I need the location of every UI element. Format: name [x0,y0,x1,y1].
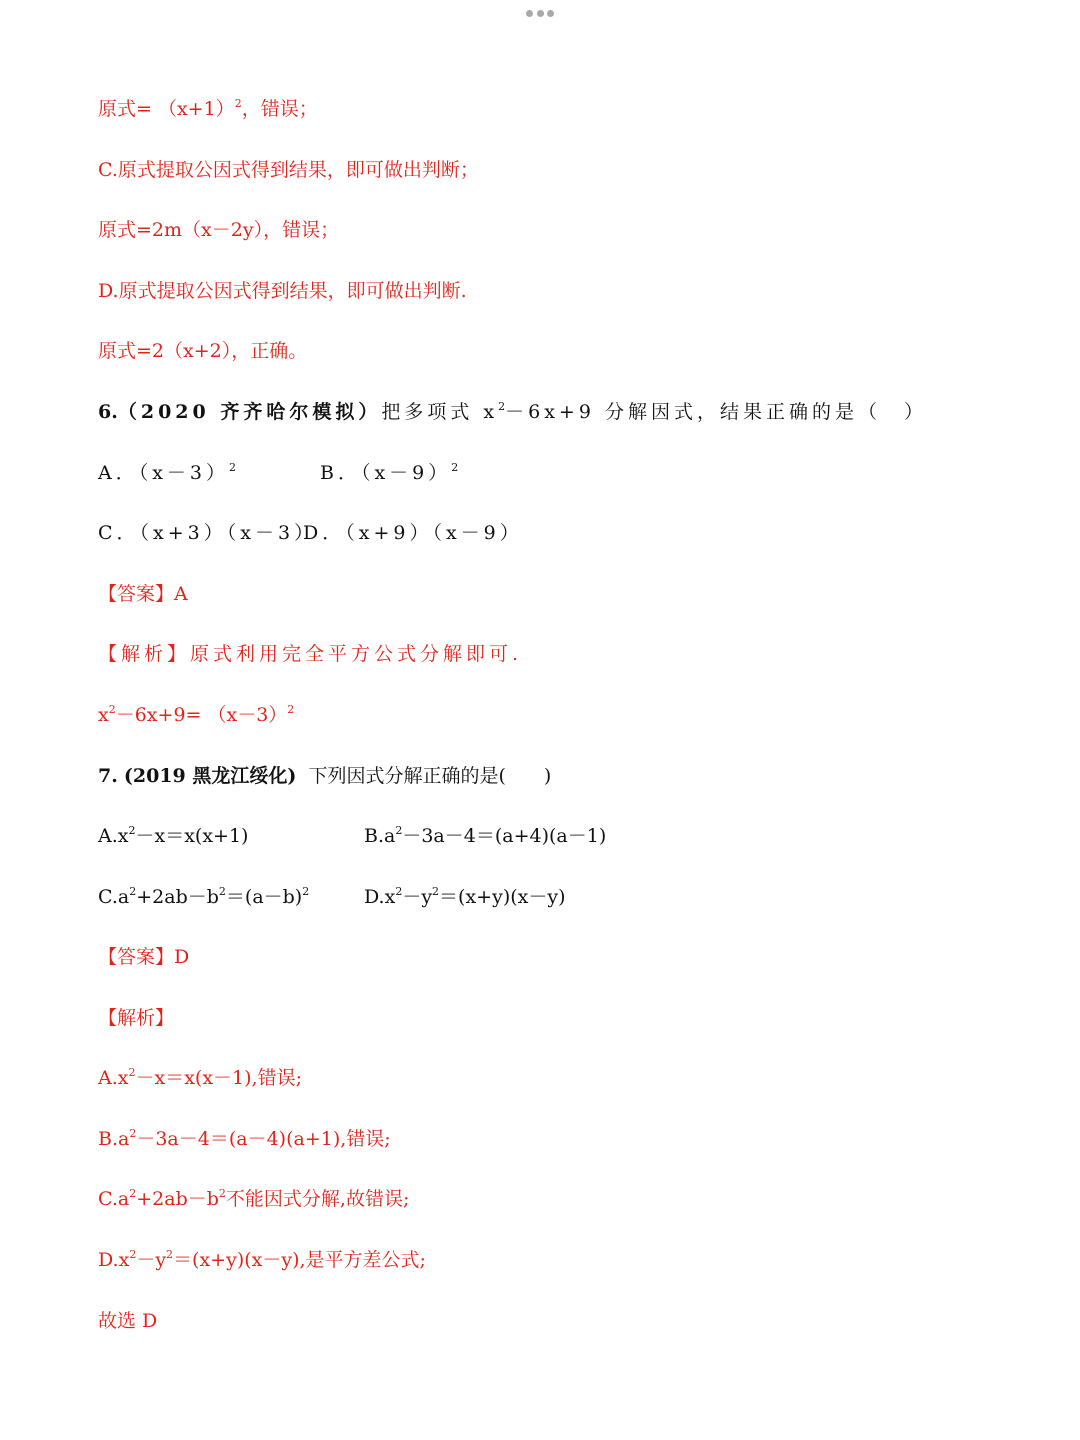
question-7-explanation-b: $B.a^2-3a-4=(a-4)(a+1)$,错误; [98,1127,391,1150]
option-a: $A.x^2-x=x(x+1)$ [98,824,249,847]
question-6-analysis: 【解析】原式利用完全平方公式分解即可. [98,643,523,665]
question-7-options-row-2 [98,884,566,910]
option-d: $D.x^2-y^2=(x+y)(x-y)$ [364,885,566,908]
prev-solution-line-5: 原式=2（x+2），正确。 [98,340,308,362]
question-7-stem [98,763,551,789]
question-6-options-row-1 [98,460,462,486]
prev-solution-line-1 [98,96,318,122]
question-7-explanation-a: $A.x^2-x=x(x-1)$,错误; [98,1066,302,1089]
question-text: －6x+9 分解因式，结果正确的是（ ） [505,401,927,423]
option-b: $B.a^2-3a-4=(a+4)(a-1)$ [364,824,607,847]
question-7-answer: 【答案】D [98,946,190,968]
text: ，错误； [241,98,318,120]
question-7-options-row-1 [98,823,606,849]
more-dots-icon[interactable] [526,8,554,18]
question-number: 7. [98,765,118,787]
question-text: 把多项式 x [381,401,499,423]
option-d: D．（x+9）（x－9） [303,522,523,544]
prev-solution-line-3: 原式=2m（x－2y），错误； [98,219,340,241]
question-7-analysis-label: 【解析】 [98,1007,175,1029]
question-6-solution: $x^2-6x+9= (x-3)^2$ [98,703,295,726]
option-b: B．$(x-9)^2$ [320,461,463,484]
prev-solution-line-2: C.原式提取公因式得到结果，即可做出判断； [98,159,479,181]
text: 原式= （x+1） [98,98,235,120]
question-source: (2019 黑龙江绥化) [123,765,297,787]
question-text: 下列因式分解正确的是( ) [308,765,552,787]
question-source: （2020 齐齐哈尔模拟） [117,401,382,423]
dot [547,10,554,17]
question-number: 6. [98,401,118,423]
prev-solution-line-4: D.原式提取公因式得到结果，即可做出判断. [98,280,467,302]
dot [526,10,533,17]
option-c: $C.a^2+2ab-b^2=(a-b)^2$ [98,885,310,908]
question-6-options-row-2 [98,520,523,546]
question-6-stem [98,399,927,425]
question-7-explanation-d: $D.x^2-y^2=(x+y)(x-y)$,是平方差公式; [98,1248,426,1271]
question-6-answer: 【答案】A [98,583,188,605]
superscript: 2 [234,97,242,110]
question-7-explanation-c: $C.a^2+2ab-b^2$不能因式分解,故错误; [98,1187,410,1210]
option-a: A．$(x-3)^2$ [98,461,241,484]
dot [537,10,544,17]
option-c: C．（x+3）（x－3） [98,522,318,544]
superscript: 2 [498,400,506,413]
question-7-conclusion: 故选 D [98,1310,158,1332]
